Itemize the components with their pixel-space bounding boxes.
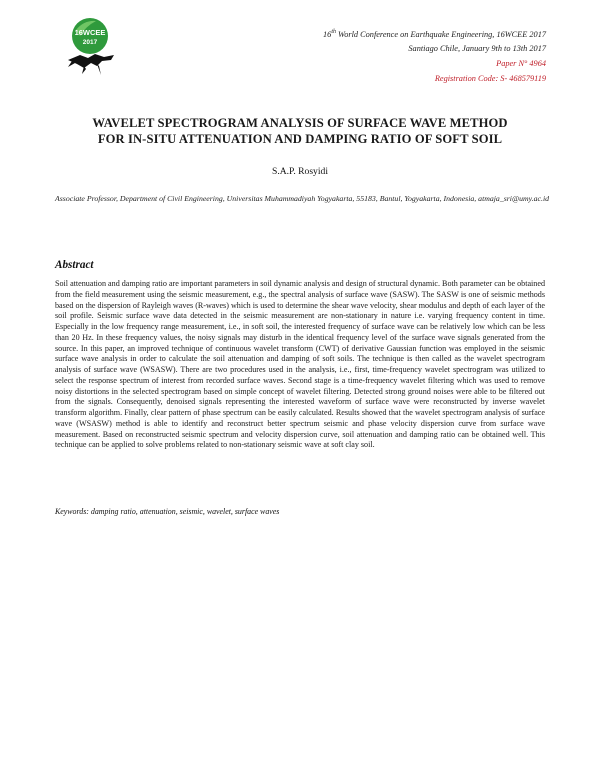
- conference-title-line: 16th World Conference on Earthquake Engineering, 16WCEE 2017: [323, 29, 546, 39]
- logo-text-bottom: 2017: [82, 39, 98, 46]
- keywords: Keywords: damping ratio, attenuation, seismic, wavelet, surface waves: [55, 507, 280, 516]
- abstract-heading: Abstract: [55, 259, 94, 271]
- conference-header: [226, 25, 546, 86]
- abstract-paragraph: Soil attenuation and damping ratio are important parameters in soil dynamic analysis and design of structural dynamic. Both parameter can be obtained from the field measurement using the seismic measurement, e.g., the spectral analysis of surface wave (SASW). The SASW is one of seismic methods based on the dispersion of Rayleigh waves (R-waves) which is used to determine the shear wave velocity, shear modulus and depth of each layer of the soil profile. Seismic surface wave data detected in the seismic measurement are non-stationary in nature i.e. varying frequency content in time. Especially in the low frequency range measurement, i.e., in soft soil, the interested frequency of surface wave can be relatively low which can be less than 20 Hz. In these frequency values, the noisy signals may disturb in the identical frequency level of the surface wave signals generated from the source. In this paper, an improved technique of continuous wavelet transform (CWT) of derivative Gaussian function was employed in the seismic surface wave analysis in order to calculate the soil attenuation and damping of soft soils. The technique is then called as the wavelet spectrogram analysis of surface wave (WSASW). There are two procedures used in the analysis, i.e., first, time-frequency wavelet spectrogram was utilized to select the response spectrum of interest from recorded surface waves. Second stage is a time-frequency wavelet filtering which was used to remove noisy distortions in the selected spectrogram based on simple concept of wavelet filtering. Detected strong ground noises were able to be filtered out from the signals. Consequently, denoised signals representing the interested waveform of surface wave were reconstructed by inverse wavelet transform algorithm. Finally, clear pattern of phase spectrum can be easily calculated. Results showed that the wavelet spectrogram analysis of surface wave (WSASW) method is able to identify and reconstruct better spectrum seismic and phase velocity dispersion curve from surface wave measurement. Based on reconstructed seismic spectrum and velocity dispersion curve, soil attenuation and damping ratio can be obtained well. This technique can be applied to solve problems related to non-stationary seismic wave at soft clay soil.: [55, 279, 545, 450]
- paper-title-line-1: WAVELET SPECTROGRAM ANALYSIS OF SURFACE WAVE METHOD: [92, 116, 508, 130]
- author-name: S.A.P. Rosyidi: [272, 166, 328, 177]
- conference-location-date: Santiago Chile, January 9th to 13th 2017: [408, 44, 546, 54]
- registration-code: Registration Code: S- 468579119: [434, 73, 546, 83]
- paper-title: [40, 115, 560, 147]
- paper-number: Paper N° 4964: [496, 58, 546, 68]
- author-affiliation: Associate Professor, Department of Civil Engineering, Universitas Muhammadiyah Yogyakarta, 55183, Bantul, Yogyakarta, Indonesia, atmaja_sri@umy.ac.id: [55, 194, 550, 203]
- earthquake-crack-icon: [68, 54, 114, 75]
- abstract-body: [55, 279, 545, 451]
- paper-title-line-2: FOR IN-SITU ATTENUATION AND DAMPING RATIO OF SOFT SOIL: [97, 132, 503, 146]
- conference-logo: [64, 14, 116, 76]
- logo-text-top: 16WCEE: [74, 28, 106, 37]
